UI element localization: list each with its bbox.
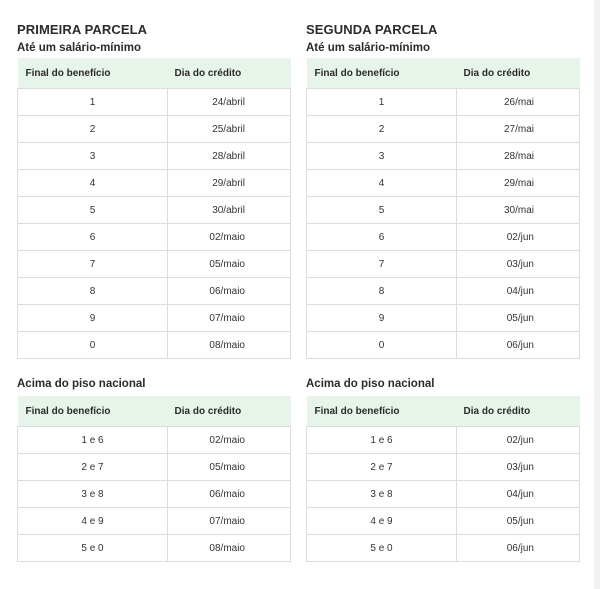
benefit-end-cell: 6 xyxy=(307,224,457,251)
credit-day-cell: 27/mai xyxy=(457,116,580,143)
credit-day-cell: 02/jun xyxy=(457,427,580,454)
second-installment-title: SEGUNDA PARCELA xyxy=(306,22,438,37)
credit-day-cell: 02/maio xyxy=(168,427,291,454)
benefit-end-cell: 2 e 7 xyxy=(307,454,457,481)
credit-day-cell: 05/maio xyxy=(168,454,291,481)
first-above-floor-title: Acima do piso nacional xyxy=(17,378,146,390)
table-row xyxy=(18,535,291,562)
credit-day-cell: 28/mai xyxy=(457,143,580,170)
table-row xyxy=(18,251,291,278)
table-header-row xyxy=(18,58,291,89)
table-row xyxy=(307,197,580,224)
benefit-end-header: Final do benefício xyxy=(18,58,168,89)
first-min-wage-table xyxy=(17,58,291,359)
credit-day-cell: 04/jun xyxy=(457,278,580,305)
second-above-floor-table xyxy=(306,396,580,562)
benefit-end-cell: 4 xyxy=(18,170,168,197)
table-row xyxy=(307,251,580,278)
table-header-row xyxy=(307,396,580,427)
benefit-end-cell: 4 xyxy=(307,170,457,197)
benefit-end-header: Final do benefício xyxy=(18,396,168,427)
benefit-end-cell: 7 xyxy=(307,251,457,278)
table-row xyxy=(307,535,580,562)
benefit-end-cell: 0 xyxy=(18,332,168,359)
benefit-end-cell: 8 xyxy=(18,278,168,305)
second-above-floor-title: Acima do piso nacional xyxy=(306,378,435,390)
table-row xyxy=(307,143,580,170)
scrollbar-track[interactable] xyxy=(594,0,600,589)
credit-day-cell: 05/jun xyxy=(457,508,580,535)
credit-day-cell: 26/mai xyxy=(457,89,580,116)
benefit-end-cell: 7 xyxy=(18,251,168,278)
credit-day-cell: 30/abril xyxy=(168,197,291,224)
second-installment-column xyxy=(306,22,579,562)
table-row xyxy=(307,427,580,454)
benefit-end-header: Final do benefício xyxy=(307,396,457,427)
benefit-end-cell: 4 e 9 xyxy=(18,508,168,535)
table-header-row xyxy=(18,396,291,427)
table-row xyxy=(18,143,291,170)
credit-day-cell: 02/jun xyxy=(457,224,580,251)
credit-day-cell: 08/maio xyxy=(168,332,291,359)
benefit-end-cell: 9 xyxy=(18,305,168,332)
table-row xyxy=(18,481,291,508)
benefit-end-cell: 2 xyxy=(307,116,457,143)
benefit-end-cell: 5 e 0 xyxy=(18,535,168,562)
credit-day-header: Dia do crédito xyxy=(168,396,291,427)
table-row xyxy=(18,224,291,251)
credit-day-header: Dia do crédito xyxy=(457,58,580,89)
credit-day-cell: 05/maio xyxy=(168,251,291,278)
credit-day-cell: 28/abril xyxy=(168,143,291,170)
first-above-floor-table xyxy=(17,396,291,562)
table-row xyxy=(307,89,580,116)
table-row xyxy=(18,116,291,143)
credit-day-cell: 03/jun xyxy=(457,454,580,481)
benefit-end-cell: 6 xyxy=(18,224,168,251)
benefit-end-cell: 4 e 9 xyxy=(307,508,457,535)
table-row xyxy=(307,278,580,305)
table-row xyxy=(18,89,291,116)
credit-day-cell: 07/maio xyxy=(168,305,291,332)
table-header-row xyxy=(307,58,580,89)
credit-day-header: Dia do crédito xyxy=(168,58,291,89)
benefit-end-cell: 3 xyxy=(307,143,457,170)
table-row xyxy=(18,197,291,224)
table-row xyxy=(18,427,291,454)
second-min-wage-title: Até um salário-mínimo xyxy=(306,42,430,54)
table-row xyxy=(307,116,580,143)
credit-day-header: Dia do crédito xyxy=(457,396,580,427)
benefit-end-cell: 2 xyxy=(18,116,168,143)
benefit-end-cell: 3 e 8 xyxy=(18,481,168,508)
credit-day-cell: 05/jun xyxy=(457,305,580,332)
benefit-end-cell: 5 e 0 xyxy=(307,535,457,562)
benefit-end-header: Final do benefício xyxy=(307,58,457,89)
credit-day-cell: 04/jun xyxy=(457,481,580,508)
credit-day-cell: 03/jun xyxy=(457,251,580,278)
credit-day-cell: 07/maio xyxy=(168,508,291,535)
credit-day-cell: 29/abril xyxy=(168,170,291,197)
benefit-end-cell: 5 xyxy=(18,197,168,224)
benefit-end-cell: 3 e 8 xyxy=(307,481,457,508)
first-min-wage-title: Até um salário-mínimo xyxy=(17,42,141,54)
benefit-end-cell: 5 xyxy=(307,197,457,224)
credit-day-cell: 24/abril xyxy=(168,89,291,116)
table-row xyxy=(307,454,580,481)
benefit-end-cell: 0 xyxy=(307,332,457,359)
benefit-end-cell: 2 e 7 xyxy=(18,454,168,481)
credit-day-cell: 08/maio xyxy=(168,535,291,562)
table-row xyxy=(307,170,580,197)
credit-day-cell: 06/maio xyxy=(168,481,291,508)
table-row xyxy=(307,332,580,359)
table-row xyxy=(307,305,580,332)
credit-day-cell: 06/maio xyxy=(168,278,291,305)
benefit-end-cell: 1 xyxy=(18,89,168,116)
first-installment-column xyxy=(17,22,290,562)
credit-day-cell: 02/maio xyxy=(168,224,291,251)
credit-day-cell: 06/jun xyxy=(457,332,580,359)
second-min-wage-table xyxy=(306,58,580,359)
table-row xyxy=(18,305,291,332)
table-row xyxy=(18,170,291,197)
credit-day-cell: 06/jun xyxy=(457,535,580,562)
table-row xyxy=(18,508,291,535)
table-row xyxy=(307,224,580,251)
benefit-end-cell: 1 e 6 xyxy=(18,427,168,454)
benefit-end-cell: 8 xyxy=(307,278,457,305)
benefit-end-cell: 1 xyxy=(307,89,457,116)
credit-day-cell: 29/mai xyxy=(457,170,580,197)
table-row xyxy=(18,278,291,305)
benefit-end-cell: 1 e 6 xyxy=(307,427,457,454)
first-installment-title: PRIMEIRA PARCELA xyxy=(17,22,148,37)
credit-day-cell: 30/mai xyxy=(457,197,580,224)
benefit-end-cell: 3 xyxy=(18,143,168,170)
table-row xyxy=(307,508,580,535)
table-row xyxy=(18,332,291,359)
table-row xyxy=(307,481,580,508)
table-row xyxy=(18,454,291,481)
benefit-end-cell: 9 xyxy=(307,305,457,332)
credit-day-cell: 25/abril xyxy=(168,116,291,143)
